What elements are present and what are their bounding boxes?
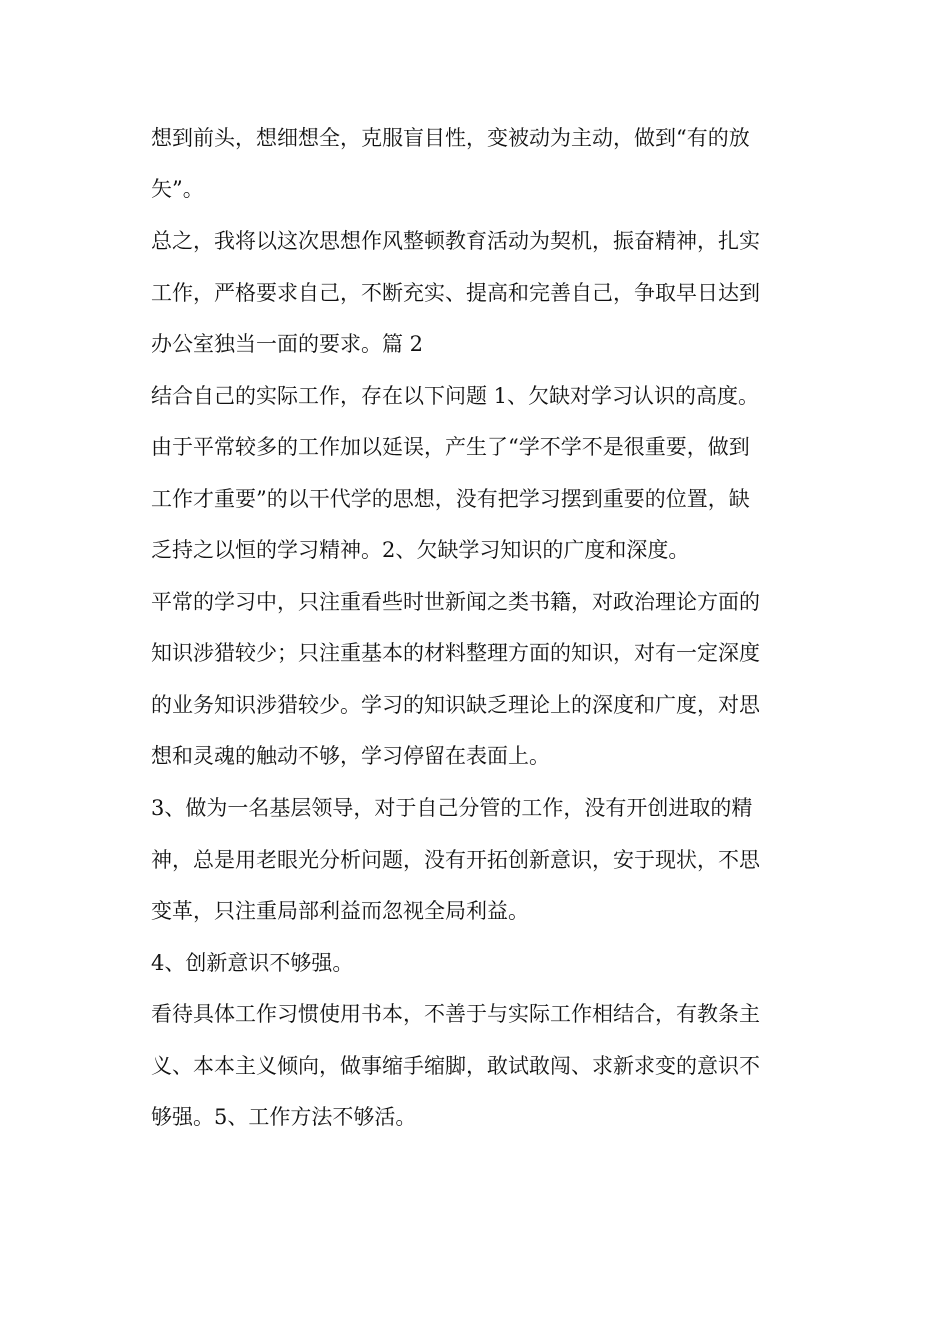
- text-line: 结合自己的实际工作，存在以下问题 1、欠缺对学习认识的高度。: [151, 384, 760, 408]
- text-line: 矢”。: [151, 177, 204, 201]
- text-line: 的业务知识涉猎较少。学习的知识缺乏理论上的深度和广度，对思: [151, 693, 760, 717]
- text-line: 乏持之以恒的学习精神。2、欠缺学习知识的广度和深度。: [151, 538, 690, 562]
- text-line: 办公室独当一面的要求。篇 2: [151, 332, 424, 356]
- text-line: 3、做为一名基层领导，对于自己分管的工作，没有开创进取的精: [151, 796, 753, 820]
- text-line: 想和灵魂的触动不够，学习停留在表面上。: [151, 744, 550, 768]
- text-line: 总之，我将以这次思想作风整顿教育活动为契机，振奋精神，扎实: [151, 229, 760, 253]
- text-line: 变革，只注重局部利益而忽视全局利益。: [151, 899, 529, 923]
- text-line: 义、本本主义倾向，做事缩手缩脚，敢试敢闯、求新求变的意识不: [151, 1054, 760, 1078]
- text-line: 工作，严格要求自己，不断充实、提高和完善自己，争取早日达到: [151, 281, 760, 305]
- text-line: 够强。5、工作方法不够活。: [151, 1105, 417, 1129]
- text-line: 工作才重要”的以干代学的思想，没有把学习摆到重要的位置，缺: [151, 487, 750, 511]
- text-line: 看待具体工作习惯使用书本，不善于与实际工作相结合，有教条主: [151, 1002, 760, 1026]
- text-line: 平常的学习中，只注重看些时世新闻之类书籍，对政治理论方面的: [151, 590, 760, 614]
- text-line: 知识涉猎较少；只注重基本的材料整理方面的知识，对有一定深度: [151, 641, 760, 665]
- text-line: 由于平常较多的工作加以延误，产生了“学不学不是很重要，做到: [151, 435, 750, 459]
- text-line: 4、创新意识不够强。: [151, 951, 354, 975]
- text-line: 神，总是用老眼光分析问题，没有开拓创新意识，安于现状，不思: [151, 848, 760, 872]
- text-line: 想到前头，想细想全，克服盲目性，变被动为主动，做到“有的放: [151, 126, 750, 150]
